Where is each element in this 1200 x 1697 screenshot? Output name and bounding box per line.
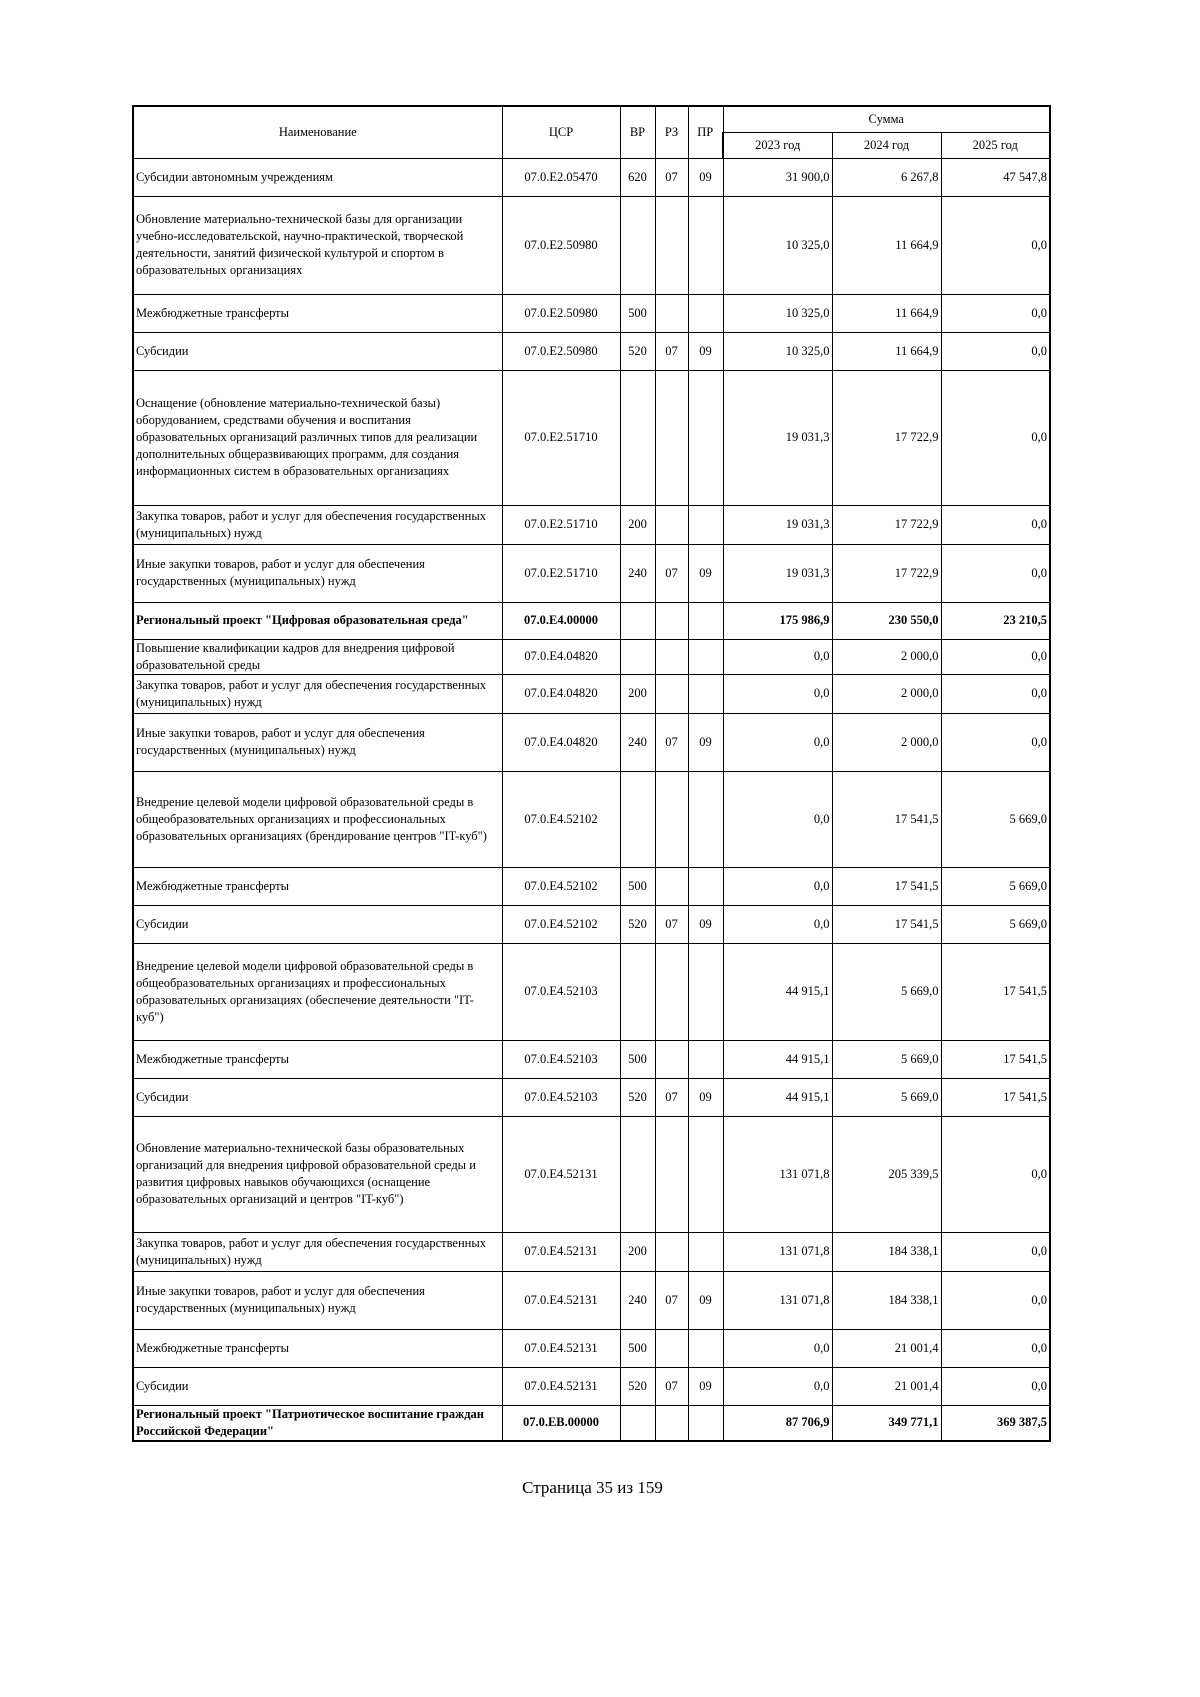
row-name-cell: Субсидии (133, 332, 502, 370)
row-amount-2023-cell: 131 071,8 (723, 1116, 832, 1232)
row-amount-2024-cell: 5 669,0 (832, 1078, 941, 1116)
row-pr-cell (688, 639, 723, 674)
row-name-cell: Внедрение целевой модели цифровой образовательной среды в общеобразовательных организациях и профессиональных образовательных организациях (обеспечение деятельности "IT-куб") (133, 943, 502, 1040)
row-vr-cell (620, 370, 655, 505)
table-row (133, 158, 1050, 196)
row-pr-cell (688, 294, 723, 332)
row-amount-2024-cell: 2 000,0 (832, 713, 941, 771)
row-pr-cell: 09 (688, 544, 723, 602)
row-csr-cell: 07.0.Е2.50980 (502, 294, 620, 332)
row-pr-cell (688, 370, 723, 505)
row-vr-cell (620, 639, 655, 674)
row-rz-cell (655, 370, 688, 505)
row-vr-cell: 500 (620, 1329, 655, 1367)
row-amount-2025-cell: 0,0 (941, 1329, 1050, 1367)
row-csr-cell: 07.0.Е4.04820 (502, 639, 620, 674)
row-pr-cell (688, 1405, 723, 1441)
table-row (133, 713, 1050, 771)
row-pr-cell (688, 505, 723, 544)
row-rz-cell: 07 (655, 1367, 688, 1405)
table-row (133, 1271, 1050, 1329)
row-amount-2024-cell: 21 001,4 (832, 1367, 941, 1405)
row-amount-2025-cell: 0,0 (941, 544, 1050, 602)
row-amount-2023-cell: 10 325,0 (723, 332, 832, 370)
row-vr-cell: 240 (620, 713, 655, 771)
row-amount-2025-cell: 17 541,5 (941, 1040, 1050, 1078)
row-amount-2023-cell: 19 031,3 (723, 370, 832, 505)
row-amount-2023-cell: 10 325,0 (723, 196, 832, 294)
row-amount-2025-cell: 0,0 (941, 196, 1050, 294)
row-pr-cell: 09 (688, 1271, 723, 1329)
row-amount-2024-cell: 184 338,1 (832, 1271, 941, 1329)
row-amount-2025-cell: 5 669,0 (941, 771, 1050, 867)
table-row (133, 1040, 1050, 1078)
row-amount-2025-cell: 0,0 (941, 1367, 1050, 1405)
row-name-cell: Межбюджетные трансферты (133, 1040, 502, 1078)
row-amount-2025-cell: 0,0 (941, 332, 1050, 370)
row-amount-2024-cell: 5 669,0 (832, 943, 941, 1040)
row-rz-cell: 07 (655, 713, 688, 771)
header-year-2024: 2024 год (832, 132, 941, 158)
row-amount-2024-cell: 349 771,1 (832, 1405, 941, 1441)
row-amount-2023-cell: 175 986,9 (723, 602, 832, 639)
row-rz-cell: 07 (655, 332, 688, 370)
row-amount-2023-cell: 19 031,3 (723, 505, 832, 544)
row-amount-2023-cell: 0,0 (723, 1329, 832, 1367)
table-header (133, 106, 1050, 158)
row-pr-cell (688, 867, 723, 905)
row-amount-2023-cell: 0,0 (723, 674, 832, 713)
row-name-cell: Внедрение целевой модели цифровой образовательной среды в общеобразовательных организациях и профессиональных образовательных организациях (брендирование центров "IT-куб") (133, 771, 502, 867)
page-number: Страница 35 из 159 (522, 1478, 663, 1497)
row-amount-2023-cell: 10 325,0 (723, 294, 832, 332)
row-amount-2025-cell: 47 547,8 (941, 158, 1050, 196)
row-amount-2024-cell: 205 339,5 (832, 1116, 941, 1232)
table-row (133, 943, 1050, 1040)
table-row (133, 332, 1050, 370)
row-rz-cell (655, 639, 688, 674)
table-body (133, 158, 1050, 1441)
row-vr-cell: 200 (620, 674, 655, 713)
row-vr-cell (620, 1405, 655, 1441)
row-amount-2025-cell: 0,0 (941, 1116, 1050, 1232)
row-amount-2024-cell: 230 550,0 (832, 602, 941, 639)
row-csr-cell: 07.0.Е4.52103 (502, 1040, 620, 1078)
row-amount-2025-cell: 0,0 (941, 505, 1050, 544)
row-vr-cell: 200 (620, 505, 655, 544)
row-amount-2023-cell: 44 915,1 (723, 1040, 832, 1078)
row-pr-cell: 09 (688, 1078, 723, 1116)
row-pr-cell (688, 943, 723, 1040)
row-name-cell: Обновление материально-технической базы образовательных организаций для внедрения цифровой образовательной среды и развития цифровых навыков обучающихся (оснащение образовательных организаций и центров "IT-куб") (133, 1116, 502, 1232)
row-amount-2025-cell: 0,0 (941, 1271, 1050, 1329)
row-amount-2023-cell: 0,0 (723, 1367, 832, 1405)
row-csr-cell: 07.0.Е2.50980 (502, 332, 620, 370)
row-vr-cell (620, 771, 655, 867)
budget-table (132, 105, 1051, 1442)
row-amount-2023-cell: 131 071,8 (723, 1271, 832, 1329)
row-amount-2024-cell: 184 338,1 (832, 1232, 941, 1271)
row-amount-2023-cell: 0,0 (723, 639, 832, 674)
row-rz-cell (655, 294, 688, 332)
row-amount-2023-cell: 0,0 (723, 905, 832, 943)
table-row (133, 505, 1050, 544)
row-amount-2023-cell: 44 915,1 (723, 1078, 832, 1116)
budget-table-container (132, 105, 1051, 1442)
header-vr: ВР (620, 106, 655, 158)
row-amount-2025-cell: 0,0 (941, 294, 1050, 332)
row-vr-cell: 620 (620, 158, 655, 196)
header-year-2023: 2023 год (723, 132, 832, 158)
row-name-cell: Субсидии (133, 905, 502, 943)
row-name-cell: Обновление материально-технической базы для организации учебно-исследовательской, научно-практической, творческой деятельности, занятий физической культурой и спортом в образовательных организациях (133, 196, 502, 294)
row-vr-cell: 240 (620, 544, 655, 602)
row-rz-cell (655, 943, 688, 1040)
row-amount-2025-cell: 0,0 (941, 713, 1050, 771)
table-row (133, 1367, 1050, 1405)
row-rz-cell (655, 196, 688, 294)
row-pr-cell (688, 1116, 723, 1232)
row-rz-cell (655, 674, 688, 713)
row-amount-2025-cell: 0,0 (941, 639, 1050, 674)
row-rz-cell (655, 1116, 688, 1232)
row-pr-cell (688, 1329, 723, 1367)
row-name-cell: Межбюджетные трансферты (133, 867, 502, 905)
row-amount-2023-cell: 87 706,9 (723, 1405, 832, 1441)
table-row (133, 867, 1050, 905)
row-csr-cell: 07.0.Е4.52103 (502, 1078, 620, 1116)
row-rz-cell (655, 867, 688, 905)
row-vr-cell: 500 (620, 294, 655, 332)
table-row (133, 370, 1050, 505)
row-pr-cell: 09 (688, 1367, 723, 1405)
row-amount-2024-cell: 11 664,9 (832, 196, 941, 294)
row-amount-2023-cell: 19 031,3 (723, 544, 832, 602)
row-name-cell: Субсидии автономным учреждениям (133, 158, 502, 196)
row-pr-cell (688, 1232, 723, 1271)
table-row (133, 639, 1050, 674)
row-amount-2025-cell: 0,0 (941, 1232, 1050, 1271)
row-rz-cell (655, 1329, 688, 1367)
row-rz-cell (655, 505, 688, 544)
row-name-cell: Закупка товаров, работ и услуг для обеспечения государственных (муниципальных) нужд (133, 1232, 502, 1271)
row-amount-2025-cell: 0,0 (941, 370, 1050, 505)
table-row (133, 1078, 1050, 1116)
row-vr-cell: 240 (620, 1271, 655, 1329)
row-amount-2024-cell: 17 541,5 (832, 771, 941, 867)
row-name-cell: Оснащение (обновление материально-технической базы) оборудованием, средствами обучения и воспитания образовательных организаций различных типов для реализации дополнительных общеразвивающих программ, для создания информационных систем в образовательных организациях (133, 370, 502, 505)
row-amount-2025-cell: 17 541,5 (941, 943, 1050, 1040)
table-row (133, 771, 1050, 867)
row-amount-2023-cell: 31 900,0 (723, 158, 832, 196)
row-pr-cell (688, 196, 723, 294)
row-name-cell: Субсидии (133, 1078, 502, 1116)
row-vr-cell: 520 (620, 332, 655, 370)
header-pr: ПР (688, 106, 723, 158)
row-csr-cell: 07.0.Е2.51710 (502, 505, 620, 544)
row-csr-cell: 07.0.Е4.52131 (502, 1329, 620, 1367)
row-vr-cell: 200 (620, 1232, 655, 1271)
row-rz-cell (655, 771, 688, 867)
table-row (133, 905, 1050, 943)
table-row (133, 1232, 1050, 1271)
row-pr-cell (688, 771, 723, 867)
row-rz-cell: 07 (655, 1271, 688, 1329)
row-amount-2024-cell: 17 722,9 (832, 370, 941, 505)
row-amount-2024-cell: 2 000,0 (832, 639, 941, 674)
row-rz-cell: 07 (655, 905, 688, 943)
row-rz-cell: 07 (655, 158, 688, 196)
row-name-cell: Межбюджетные трансферты (133, 1329, 502, 1367)
row-csr-cell: 07.0.Е4.52102 (502, 771, 620, 867)
row-vr-cell: 520 (620, 1078, 655, 1116)
row-amount-2025-cell: 17 541,5 (941, 1078, 1050, 1116)
row-name-cell: Региональный проект "Цифровая образовательная среда" (133, 602, 502, 639)
row-name-cell: Закупка товаров, работ и услуг для обеспечения государственных (муниципальных) нужд (133, 674, 502, 713)
row-amount-2024-cell: 11 664,9 (832, 332, 941, 370)
row-csr-cell: 07.0.Е4.52131 (502, 1367, 620, 1405)
row-rz-cell (655, 1040, 688, 1078)
row-name-cell: Повышение квалификации кадров для внедрения цифровой образовательной среды (133, 639, 502, 674)
row-rz-cell (655, 602, 688, 639)
row-rz-cell (655, 1405, 688, 1441)
row-pr-cell: 09 (688, 158, 723, 196)
row-csr-cell: 07.0.Е2.51710 (502, 544, 620, 602)
row-pr-cell: 09 (688, 713, 723, 771)
header-sum: Сумма (723, 106, 1050, 132)
row-amount-2024-cell: 11 664,9 (832, 294, 941, 332)
row-name-cell: Субсидии (133, 1367, 502, 1405)
row-amount-2023-cell: 131 071,8 (723, 1232, 832, 1271)
table-row (133, 1329, 1050, 1367)
row-amount-2024-cell: 17 541,5 (832, 867, 941, 905)
row-name-cell: Иные закупки товаров, работ и услуг для обеспечения государственных (муниципальных) нужд (133, 544, 502, 602)
row-amount-2023-cell: 0,0 (723, 713, 832, 771)
row-csr-cell: 07.0.Е4.52131 (502, 1232, 620, 1271)
row-csr-cell: 07.0.Е4.52131 (502, 1271, 620, 1329)
row-name-cell: Межбюджетные трансферты (133, 294, 502, 332)
row-pr-cell (688, 674, 723, 713)
row-amount-2024-cell: 2 000,0 (832, 674, 941, 713)
header-csr: ЦСР (502, 106, 620, 158)
row-csr-cell: 07.0.Е2.05470 (502, 158, 620, 196)
row-name-cell: Иные закупки товаров, работ и услуг для обеспечения государственных (муниципальных) нужд (133, 713, 502, 771)
row-csr-cell: 07.0.Е4.00000 (502, 602, 620, 639)
table-row (133, 1405, 1050, 1441)
row-amount-2025-cell: 0,0 (941, 674, 1050, 713)
row-vr-cell (620, 1116, 655, 1232)
header-year-2025: 2025 год (941, 132, 1050, 158)
header-rz: РЗ (655, 106, 688, 158)
row-name-cell: Иные закупки товаров, работ и услуг для обеспечения государственных (муниципальных) нужд (133, 1271, 502, 1329)
table-row (133, 544, 1050, 602)
row-csr-cell: 07.0.Е4.04820 (502, 674, 620, 713)
row-csr-cell: 07.0.Е4.52131 (502, 1116, 620, 1232)
row-vr-cell: 520 (620, 905, 655, 943)
row-csr-cell: 07.0.ЕВ.00000 (502, 1405, 620, 1441)
row-vr-cell: 500 (620, 867, 655, 905)
row-csr-cell: 07.0.Е4.52102 (502, 867, 620, 905)
row-csr-cell: 07.0.Е2.51710 (502, 370, 620, 505)
row-rz-cell: 07 (655, 544, 688, 602)
row-csr-cell: 07.0.Е2.50980 (502, 196, 620, 294)
row-pr-cell: 09 (688, 332, 723, 370)
row-rz-cell (655, 1232, 688, 1271)
table-row (133, 196, 1050, 294)
row-rz-cell: 07 (655, 1078, 688, 1116)
row-vr-cell (620, 602, 655, 639)
row-name-cell: Региональный проект "Патриотическое воспитание граждан Российской Федерации" (133, 1405, 502, 1441)
header-name: Наименование (133, 106, 502, 158)
row-amount-2023-cell: 0,0 (723, 771, 832, 867)
table-row (133, 602, 1050, 639)
row-name-cell: Закупка товаров, работ и услуг для обеспечения государственных (муниципальных) нужд (133, 505, 502, 544)
row-vr-cell (620, 943, 655, 1040)
row-amount-2024-cell: 17 722,9 (832, 544, 941, 602)
row-vr-cell: 500 (620, 1040, 655, 1078)
row-csr-cell: 07.0.Е4.52103 (502, 943, 620, 1040)
row-pr-cell (688, 602, 723, 639)
row-pr-cell (688, 1040, 723, 1078)
row-vr-cell: 520 (620, 1367, 655, 1405)
table-row (133, 294, 1050, 332)
table-row (133, 674, 1050, 713)
row-amount-2023-cell: 0,0 (723, 867, 832, 905)
row-amount-2025-cell: 5 669,0 (941, 867, 1050, 905)
row-amount-2023-cell: 44 915,1 (723, 943, 832, 1040)
row-amount-2024-cell: 5 669,0 (832, 1040, 941, 1078)
row-pr-cell: 09 (688, 905, 723, 943)
row-vr-cell (620, 196, 655, 294)
row-amount-2024-cell: 17 541,5 (832, 905, 941, 943)
row-amount-2024-cell: 6 267,8 (832, 158, 941, 196)
row-amount-2025-cell: 23 210,5 (941, 602, 1050, 639)
row-csr-cell: 07.0.Е4.52102 (502, 905, 620, 943)
row-amount-2024-cell: 21 001,4 (832, 1329, 941, 1367)
row-amount-2025-cell: 369 387,5 (941, 1405, 1050, 1441)
table-row (133, 1116, 1050, 1232)
row-csr-cell: 07.0.Е4.04820 (502, 713, 620, 771)
row-amount-2024-cell: 17 722,9 (832, 505, 941, 544)
row-amount-2025-cell: 5 669,0 (941, 905, 1050, 943)
